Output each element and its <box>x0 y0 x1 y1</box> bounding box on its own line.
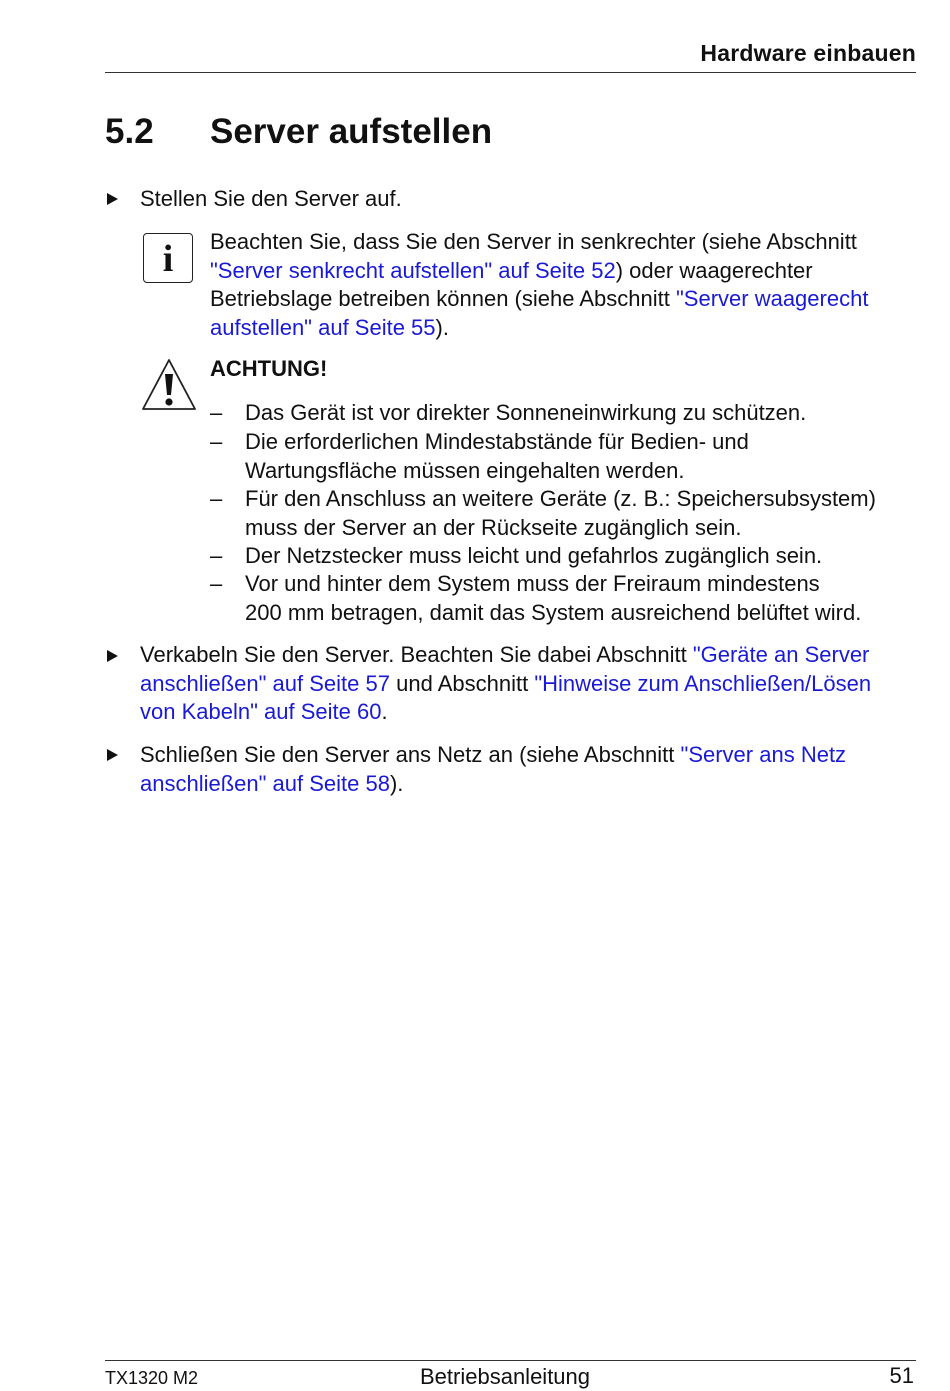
footer-divider <box>105 1360 916 1361</box>
warning-item-line: Das Gerät ist vor direkter Sonneneinwirkung zu schützen. <box>245 400 807 425</box>
link-hinweise-kabel-cont[interactable]: von Kabeln" auf Seite 60 <box>140 699 382 724</box>
footer-model: TX1320 M2 <box>105 1368 199 1388</box>
bullet-arrow-icon <box>107 650 118 662</box>
warning-item-line: Wartungsfläche müssen eingehalten werden. <box>245 457 685 483</box>
step-2-line-1 <box>140 641 930 670</box>
bullet-arrow-icon <box>107 193 118 205</box>
dash-marker: – <box>210 400 223 425</box>
link-server-waagerecht[interactable]: "Server waagerecht <box>675 286 869 311</box>
step-3-line-1 <box>140 741 930 770</box>
warning-item-line: muss der Server an der Rückseite zugänglich sein. <box>245 514 742 540</box>
step-1: Stellen Sie den Server auf. <box>140 186 402 211</box>
link-hinweise-kabel[interactable]: "Hinweise zum Anschließen/Lösen <box>534 670 872 696</box>
link-geraete-anschliessen-cont[interactable]: anschließen" auf Seite 57 <box>140 670 390 696</box>
link-geraete-anschliessen[interactable]: "Geräte an Server <box>692 642 870 667</box>
step-2 <box>140 641 930 727</box>
warning-title: ACHTUNG! <box>210 356 328 381</box>
step-3-line-2 <box>140 770 930 799</box>
info-note <box>210 228 930 342</box>
step-text: Verkabeln Sie den Server. Beachten Sie dabei Abschnitt <box>140 642 693 667</box>
footer-doc-title: Betriebsanleitung <box>420 1364 591 1389</box>
link-server-ans-netz[interactable]: "Server ans Netz <box>680 742 847 767</box>
dash-marker: – <box>210 571 223 596</box>
step-2-line-2 <box>140 670 930 699</box>
step-text: ). <box>389 770 404 796</box>
info-text: ). <box>435 314 449 340</box>
warning-item-line: Der Netzstecker muss leicht und gefahrlos zugänglich sein. <box>245 543 823 568</box>
header-divider <box>105 72 916 73</box>
info-icon: i <box>143 233 193 283</box>
dash-marker: – <box>210 486 223 511</box>
link-server-waagerecht-cont[interactable]: aufstellen" auf Seite 55 <box>210 314 436 340</box>
warning-item <box>245 570 925 627</box>
info-text: ) oder waagerechter <box>615 257 813 283</box>
warning-item-line: Die erforderlichen Mindestabstände für Bedien- und <box>245 429 749 454</box>
dash-marker: – <box>210 543 223 568</box>
step-text: Schließen Sie den Server ans Netz an (siehe Abschnitt <box>140 742 681 767</box>
section-title: Server aufstellen <box>210 112 493 151</box>
warning-item <box>245 542 925 571</box>
warning-item <box>245 485 925 542</box>
warning-item <box>245 399 925 428</box>
step-2-line-3 <box>140 698 930 727</box>
link-server-ans-netz-cont[interactable]: anschließen" auf Seite 58 <box>140 770 390 796</box>
info-text: Betriebslage betreiben können (siehe Abschnitt <box>210 286 676 311</box>
warning-icon <box>140 357 198 413</box>
warning-item-line: Für den Anschluss an weitere Geräte (z. B.: Speichersubsystem) <box>245 486 876 511</box>
info-line-4 <box>210 314 930 343</box>
warning-item-line: 200 mm betragen, damit das System ausreichend belüftet wird. <box>245 599 862 625</box>
bullet-arrow-icon <box>107 749 118 761</box>
info-line-3 <box>210 285 930 314</box>
running-header: Hardware einbauen <box>700 40 916 66</box>
step-text: und Abschnitt <box>389 670 535 696</box>
section-number: 5.2 <box>105 112 154 151</box>
step-text: . <box>381 699 388 724</box>
warning-item <box>245 428 925 485</box>
page-number: 51 <box>889 1363 914 1388</box>
link-server-senkrecht[interactable]: "Server senkrecht aufstellen" auf Seite 52 <box>210 257 616 283</box>
warning-item-line: Vor und hinter dem System muss der Freiraum mindestens <box>245 571 820 596</box>
info-line-2 <box>210 257 930 286</box>
step-3 <box>140 741 930 798</box>
info-line-1: Beachten Sie, dass Sie den Server in senkrechter (siehe Abschnitt <box>210 229 857 254</box>
dash-marker: – <box>210 429 223 454</box>
